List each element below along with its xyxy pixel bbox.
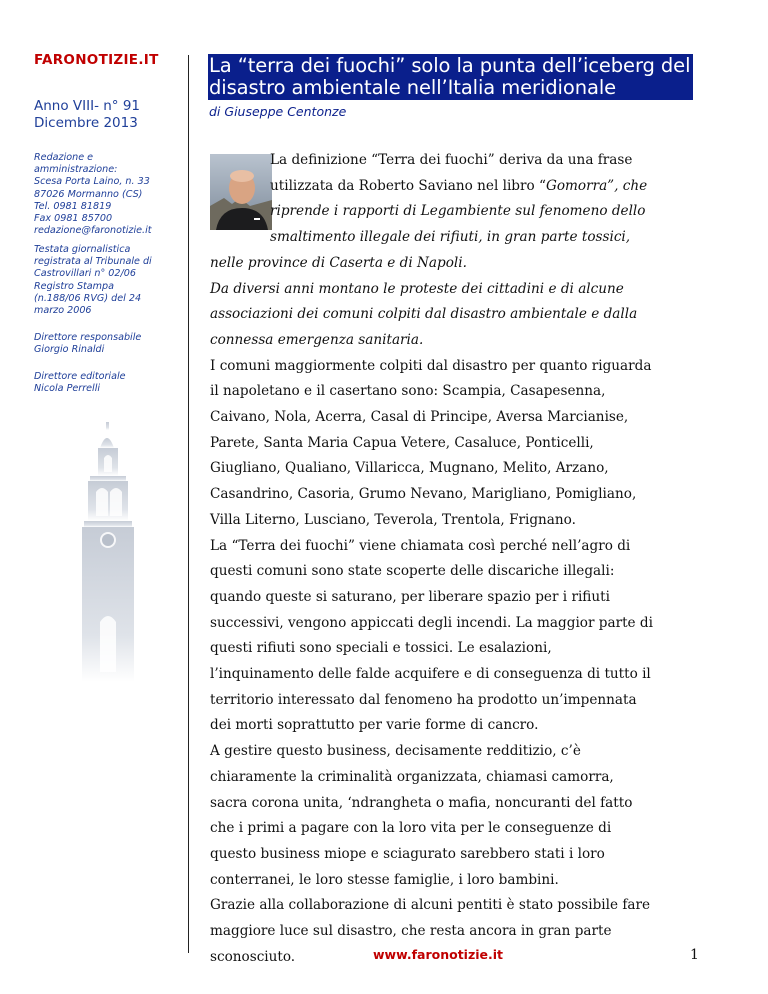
registrazione-block [34, 244, 152, 317]
article-line: territorio interessato dal fenomeno ha prodotto un’impennata [210, 691, 637, 708]
article-line: La definizione “Terra dei fuochi” deriva da una frase [270, 152, 633, 168]
article-line [210, 174, 700, 200]
article-title-line-1: La “terra dei fuochi” solo la punta dell’iceberg del [209, 54, 691, 77]
article-line: conterranei, le loro stesse famiglie, i loro bambini. [210, 871, 559, 888]
issue-number: Anno VIII- n° 91 [34, 98, 141, 114]
direttore-editoriale [34, 371, 126, 395]
article-line: A gestire questo business, decisamente redditizio, c’è [210, 743, 581, 760]
direttore-editoriale-name: Nicola Perrelli [34, 383, 101, 395]
article-line: questi comuni sono state scoperte delle discariche illegali: [210, 563, 615, 580]
article-line: questi rifiuti sono speciali e tossici. Le esalazioni, [210, 640, 552, 657]
article-line: sacra corona unita, ‘ndrangheta o mafia, noncuranti del fatto [210, 794, 633, 811]
article-line-plain: utilizzata da Roberto Saviano nel libro “ [270, 177, 546, 194]
issue-info [34, 98, 140, 132]
registrazione-line: Registro Stampa [34, 280, 114, 292]
redazione-line: Redazione e [34, 152, 94, 163]
article-line: sconosciuto. [210, 948, 296, 965]
article-line: Da diversi anni montano le proteste dei cittadini e di alcune [210, 280, 624, 297]
article-line: Parete, Santa Maria Capua Vetere, Casaluce, Ponticelli, [210, 434, 594, 451]
article-line: smaltimento illegale dei rifiuti, in gran parte tossici, [270, 229, 631, 246]
article-line: che i primi a pagare con la loro vita per le conseguenze di [210, 820, 612, 837]
article-byline: di Giuseppe Centonze [209, 104, 347, 119]
article-line: nelle province di Caserta e di Napoli. [210, 254, 467, 271]
article-line: connessa emergenza sanitaria. [210, 331, 424, 348]
redazione-email: redazione@faronotizie.it [34, 225, 152, 237]
article-line: l’inquinamento delle falde acquifere e di conseguenza di tutto il [210, 666, 651, 683]
bell-tower-watermark [62, 422, 162, 682]
page-number: 1 [690, 947, 699, 963]
registrazione-line: registrata al Tribunale di [34, 256, 152, 268]
article-line: Casandrino, Casoria, Grumo Nevano, Marigliano, Pomigliano, [210, 486, 637, 503]
article-line: Caivano, Nola, Acerra, Casal di Principe, Aversa Marcianise, [210, 409, 629, 426]
redazione-block [34, 152, 152, 237]
issue-date: Dicembre 2013 [34, 115, 138, 131]
article-line: La “Terra dei fuochi” viene chiamata così perché nell’agro di [210, 537, 631, 554]
article-body [210, 148, 700, 971]
direttore-responsabile-label: Direttore responsabile [34, 332, 142, 343]
direttore-editoriale-label: Direttore editoriale [34, 371, 126, 382]
article-line: il napoletano e il casertano sono: Scampia, Casapesenna, [210, 383, 606, 400]
registrazione-line: Testata giornalistica [34, 244, 131, 255]
article-line: associazioni dei comuni colpiti dal disastro ambientale e dalla [210, 306, 638, 323]
article-line: maggiore luce sul disastro, che resta ancora in gran parte [210, 923, 612, 940]
article-line: riprende i rapporti di Legambiente sul fenomeno dello [270, 203, 646, 220]
article-line-italic: Gomorra”, che [545, 177, 648, 194]
article-line: dei morti soprattutto per varie forme di cancro. [210, 717, 539, 734]
column-divider [188, 55, 189, 953]
redazione-line: 87026 Mormanno (CS) [34, 188, 143, 200]
article-line: chiaramente la criminalità organizzata, chiamasi camorra, [210, 768, 614, 785]
redazione-line: Scesa Porta Laino, n. 33 [34, 176, 150, 188]
article-line: I comuni maggiormente colpiti dal disastro per quanto riguarda [210, 357, 652, 374]
direttore-responsabile [34, 332, 141, 356]
redazione-line: Tel. 0981 81819 [34, 200, 112, 212]
article-line: Giugliano, Qualiano, Villaricca, Mugnano, Melito, Arzano, [210, 460, 609, 477]
brand-name: FARONOTIZIE.IT [34, 52, 159, 68]
article-line: Villa Literno, Lusciano, Teverola, Trentola, Frignano. [210, 511, 576, 528]
footer-website-link[interactable]: www.faronotizie.it [373, 947, 504, 962]
article-line: quando queste si saturano, per liberare spazio per i rifiuti [210, 588, 610, 605]
registrazione-line: (n.188/06 RVG) del 24 [34, 292, 142, 304]
article-title [208, 54, 693, 100]
article-title-line-2: disastro ambientale nell’Italia meridionale [209, 76, 617, 99]
redazione-line: Fax 0981 85700 [34, 213, 113, 225]
redazione-line: amministrazione: [34, 164, 118, 176]
article-line: Grazie alla collaborazione di alcuni pentiti è stato possibile fare [210, 897, 651, 914]
registrazione-line: Castrovillari n° 02/06 [34, 268, 136, 280]
registrazione-line: marzo 2006 [34, 305, 92, 317]
article-line: questo business miope e sciagurato sarebbero stati i loro [210, 845, 605, 862]
direttore-responsabile-name: Giorgio Rinaldi [34, 344, 105, 356]
article-line: successivi, vengono appiccati degli incendi. La maggior parte di [210, 614, 653, 631]
